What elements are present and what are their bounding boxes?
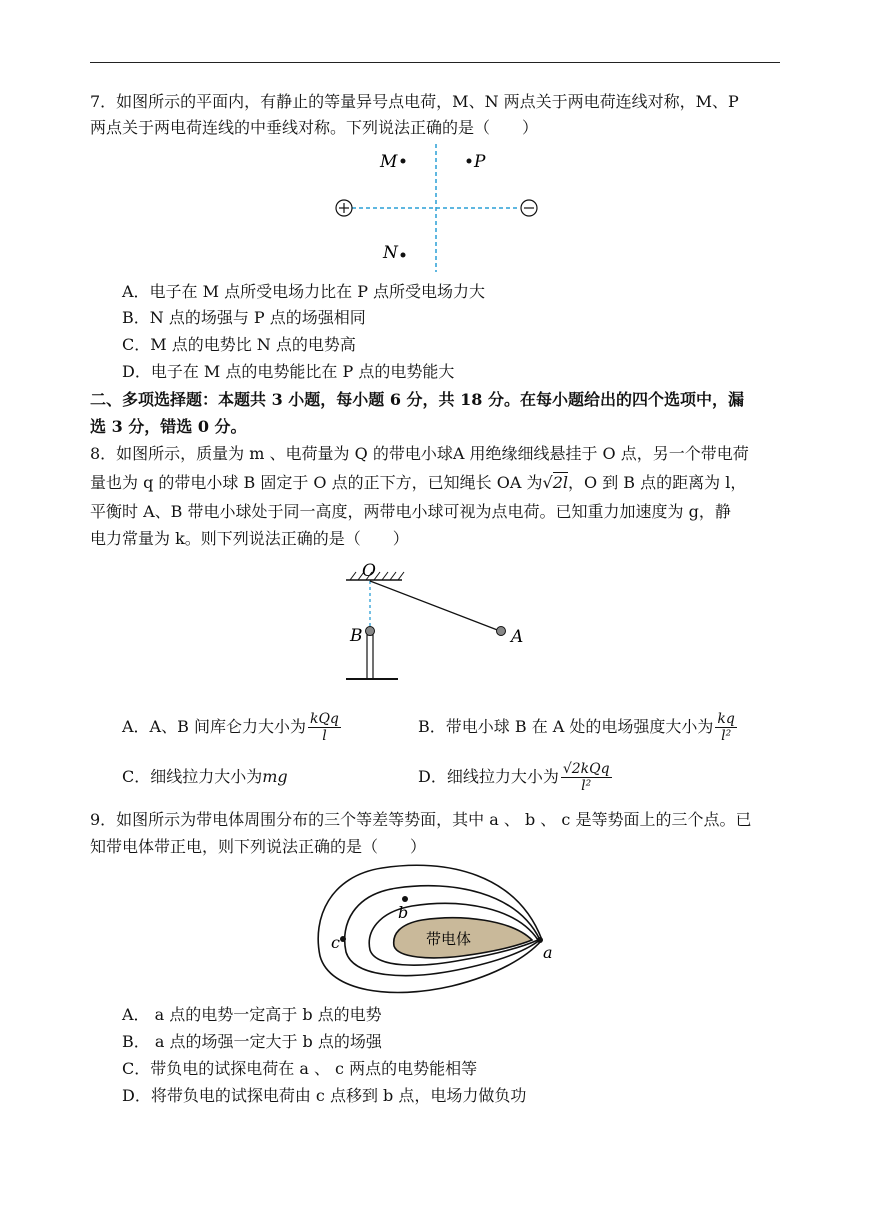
q9-figure — [312, 862, 562, 1002]
ball-A — [497, 627, 506, 636]
q7-option-a: A．电子在 M 点所受电场力比在 P 点所受电场力大 — [122, 282, 486, 301]
q8-figure — [340, 560, 540, 685]
q8-option-b — [418, 707, 737, 747]
q8-option-a-text: A．A、B 间库仑力大小为 — [122, 717, 306, 736]
string-OA — [370, 581, 500, 631]
label-N: N — [383, 243, 398, 263]
q8-option-d — [418, 757, 612, 797]
q7-stem-line2: 两点关于两电荷连线的中垂线对称。下列说法正确的是（ ） — [90, 118, 539, 137]
label-a: a — [543, 943, 553, 962]
label-c: c — [331, 933, 340, 952]
header-rule — [90, 62, 780, 63]
q8-option-a — [122, 707, 341, 747]
point-N — [401, 253, 406, 258]
point-P — [467, 159, 472, 164]
label-O: O — [362, 561, 376, 581]
fraction-kq-over-l2: $\frac{kq}{\text{l²}}$ — [717, 711, 735, 744]
section2-heading-line1: 二、多项选择题：本题共 3 小题，每小题 6 分，共 18 分。在每小题给出的四个选项中，漏 — [90, 390, 744, 409]
q9-option-a: A． a 点的电势一定高于 b 点的电势 — [122, 1005, 382, 1024]
point-c — [340, 936, 346, 942]
q8-stem-line2-part1: 量也为 q 的带电小球 B 固定于 O 点的正下方，已知绳长 OA 为 — [90, 473, 543, 492]
label-P: P — [474, 152, 486, 172]
point-M — [401, 159, 406, 164]
q9-option-c: C．带负电的试探电荷在 a 、 c 两点的电势能相等 — [122, 1059, 478, 1078]
label-B: B — [350, 626, 363, 646]
q9-stem-line2: 知带电体带正电，则下列说法正确的是（ ） — [90, 837, 427, 856]
q7-option-c: C．M 点的电势比 N 点的电势高 — [122, 335, 356, 354]
q7-option-b: B．N 点的场强与 P 点的场强相同 — [122, 308, 366, 327]
label-A: A — [511, 627, 524, 647]
q8-stem-line3: 平衡时 A、B 带电小球处于同一高度，两带电小球可视为点电荷。已知重力加速度为 g，静 — [90, 502, 731, 521]
fraction-kQq-over-l: $\frac{\text{kQq}}{l}$ — [309, 711, 339, 744]
q8-option-c-value: mg — [262, 767, 288, 786]
label-b: b — [398, 903, 409, 922]
section2-heading-line2: 选 3 分，错选 0 分。 — [90, 417, 247, 436]
q8-option-c — [122, 762, 288, 792]
q8-option-d-text: D．细线拉力大小为 — [418, 767, 559, 786]
q7-figure — [330, 142, 550, 274]
q9-stem-line1: 9．如图所示为带电体周围分布的三个等差等势面，其中 a 、 b 、 c 是等势面上的三个点。已 — [90, 810, 752, 829]
q8-stem-line4: 电力常量为 k。则下列说法正确的是（ ） — [90, 529, 409, 548]
q7-option-d: D．电子在 M 点的电势能比在 P 点的电势能大 — [122, 362, 455, 381]
q8-option-b-text: B．带电小球 B 在 A 处的电场强度大小为 — [418, 717, 714, 736]
q8-stem-line1: 8．如图所示，质量为 m 、电荷量为 Q 的带电小球A 用绝缘细线悬挂于 O 点，另一个带电荷 — [90, 444, 749, 463]
fraction-sqrt2kQq-over-l2: $\frac{\text{√2kQq}}{\text{l²}}$ — [562, 761, 610, 794]
q7-stem-line1: 7．如图所示的平面内，有静止的等量异号点电荷，M、N 两点关于两电荷连线对称，M、P — [90, 92, 739, 111]
charged-body-label: 带电体 — [426, 930, 472, 948]
label-M: M — [380, 152, 398, 172]
ball-B — [366, 627, 375, 636]
q8-option-c-text: C．细线拉力大小为 — [122, 767, 263, 786]
positive-charge-icon — [336, 200, 352, 216]
q8-stem-line2-part2: ，O 到 B 点的距离为 l， — [567, 473, 747, 492]
point-b — [402, 896, 408, 902]
negative-charge-icon — [521, 200, 537, 216]
q8-stem-line2 — [90, 471, 746, 495]
q9-option-d: D．将带负电的试探电荷由 c 点移到 b 点，电场力做负功 — [122, 1086, 527, 1105]
q9-option-b: B． a 点的场强一定大于 b 点的场强 — [122, 1032, 382, 1051]
sqrt-2l: √2l — [542, 473, 568, 492]
